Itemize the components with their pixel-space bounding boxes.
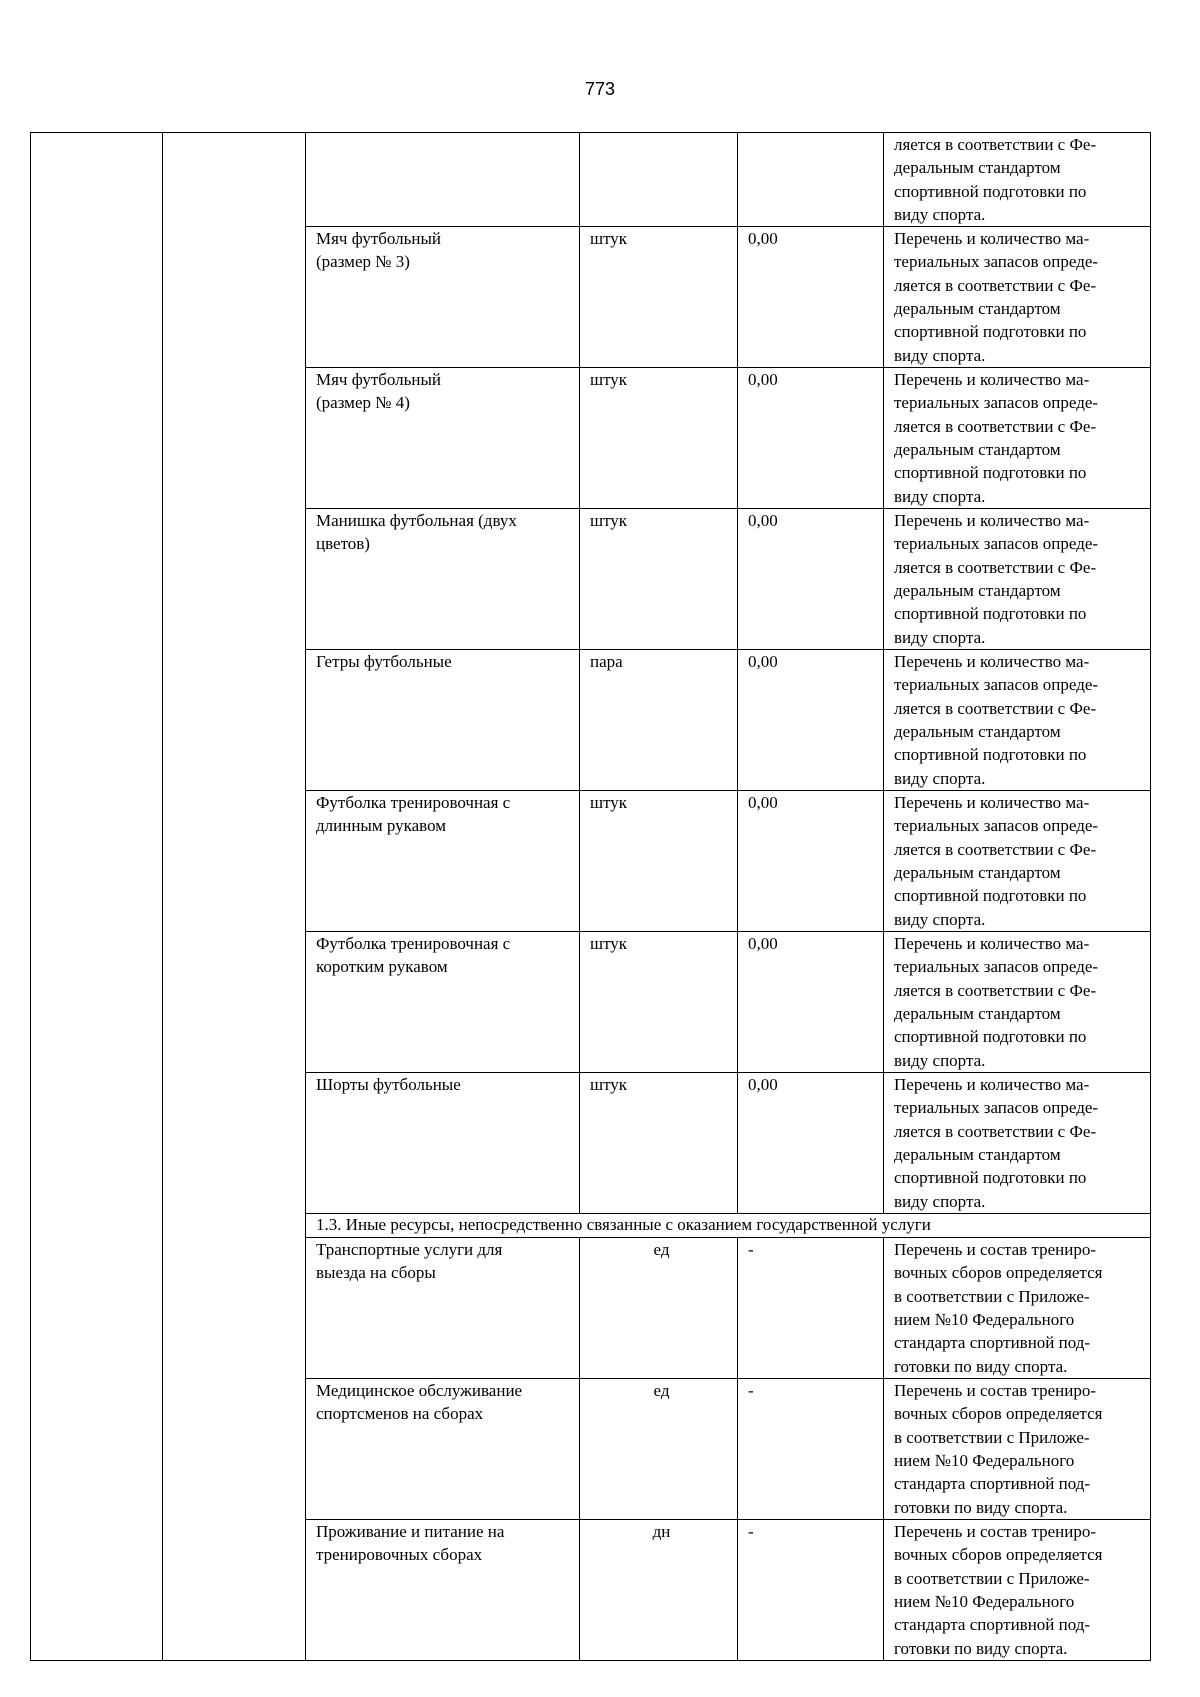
item-unit: пара bbox=[580, 650, 738, 791]
item-name: Футболка тренировочная с коротким рукавом bbox=[306, 932, 580, 1073]
item-name: Мяч футбольный (размер № 3) bbox=[306, 227, 580, 368]
section-heading: 1.3. Иные ресурсы, непосредственно связанные с оказанием государственной услуги bbox=[306, 1214, 1151, 1238]
blank-column-1 bbox=[31, 133, 163, 1661]
item-unit: штук bbox=[580, 227, 738, 368]
unit-cell bbox=[580, 133, 738, 227]
item-note: Перечень и количество ма- териальных запасов опреде- ляется в соответствии с Фе- деральным стандартом спортивной подготовки по виду спорта. bbox=[884, 368, 1151, 509]
item-note: Перечень и количество ма- териальных запасов опреде- ляется в соответствии с Фе- деральным стандартом спортивной подготовки по виду спорта. bbox=[884, 509, 1151, 650]
item-value: 0,00 bbox=[738, 650, 884, 791]
item-note: Перечень и количество ма- териальных запасов опреде- ляется в соответствии с Фе- деральным стандартом спортивной подготовки по виду спорта. bbox=[884, 932, 1151, 1073]
service-unit: дн bbox=[580, 1520, 738, 1661]
table-row bbox=[31, 133, 1151, 227]
service-note: Перечень и состав трениро- вочных сборов определяется в соответствии с Приложе- нием №10 Федерального стандарта спортивной под- готовки по виду спорта. bbox=[884, 1520, 1151, 1661]
service-note: Перечень и состав трениро- вочных сборов определяется в соответствии с Приложе- нием №10 Федерального стандарта спортивной под- готовки по виду спорта. bbox=[884, 1238, 1151, 1379]
item-value: 0,00 bbox=[738, 368, 884, 509]
item-unit: штук bbox=[580, 509, 738, 650]
note-cell: ляется в соответствии с Фе- деральным стандартом спортивной подготовки по виду спорта. bbox=[884, 133, 1151, 227]
service-name: Медицинское обслуживание спортсменов на сборах bbox=[306, 1379, 580, 1520]
service-note: Перечень и состав трениро- вочных сборов определяется в соответствии с Приложе- нием №10 Федерального стандарта спортивной под- готовки по виду спорта. bbox=[884, 1379, 1151, 1520]
service-name: Транспортные услуги для выезда на сборы bbox=[306, 1238, 580, 1379]
item-value: 0,00 bbox=[738, 932, 884, 1073]
resources-table bbox=[30, 132, 1151, 1661]
item-note: Перечень и количество ма- териальных запасов опреде- ляется в соответствии с Фе- деральным стандартом спортивной подготовки по виду спорта. bbox=[884, 650, 1151, 791]
item-note: Перечень и количество ма- териальных запасов опреде- ляется в соответствии с Фе- деральным стандартом спортивной подготовки по виду спорта. bbox=[884, 791, 1151, 932]
service-unit: ед bbox=[580, 1238, 738, 1379]
item-name: Манишка футбольная (двух цветов) bbox=[306, 509, 580, 650]
name-cell bbox=[306, 133, 580, 227]
service-unit: ед bbox=[580, 1379, 738, 1520]
service-name: Проживание и питание на тренировочных сборах bbox=[306, 1520, 580, 1661]
item-note: Перечень и количество ма- териальных запасов опреде- ляется в соответствии с Фе- деральным стандартом спортивной подготовки по виду спорта. bbox=[884, 227, 1151, 368]
service-value: - bbox=[738, 1238, 884, 1379]
item-value: 0,00 bbox=[738, 509, 884, 650]
item-note: Перечень и количество ма- териальных запасов опреде- ляется в соответствии с Фе- деральным стандартом спортивной подготовки по виду спорта. bbox=[884, 1073, 1151, 1214]
service-value: - bbox=[738, 1379, 884, 1520]
item-unit: штук bbox=[580, 368, 738, 509]
item-name: Футболка тренировочная с длинным рукавом bbox=[306, 791, 580, 932]
page-number: 773 bbox=[584, 79, 616, 99]
item-value: 0,00 bbox=[738, 227, 884, 368]
item-name: Гетры футбольные bbox=[306, 650, 580, 791]
item-name: Мяч футбольный (размер № 4) bbox=[306, 368, 580, 509]
item-unit: штук bbox=[580, 1073, 738, 1214]
item-unit: штук bbox=[580, 932, 738, 1073]
value-cell bbox=[738, 133, 884, 227]
service-value: - bbox=[738, 1520, 884, 1661]
item-value: 0,00 bbox=[738, 1073, 884, 1214]
item-unit: штук bbox=[580, 791, 738, 932]
blank-column-2 bbox=[163, 133, 306, 1661]
item-name: Шорты футбольные bbox=[306, 1073, 580, 1214]
item-value: 0,00 bbox=[738, 791, 884, 932]
